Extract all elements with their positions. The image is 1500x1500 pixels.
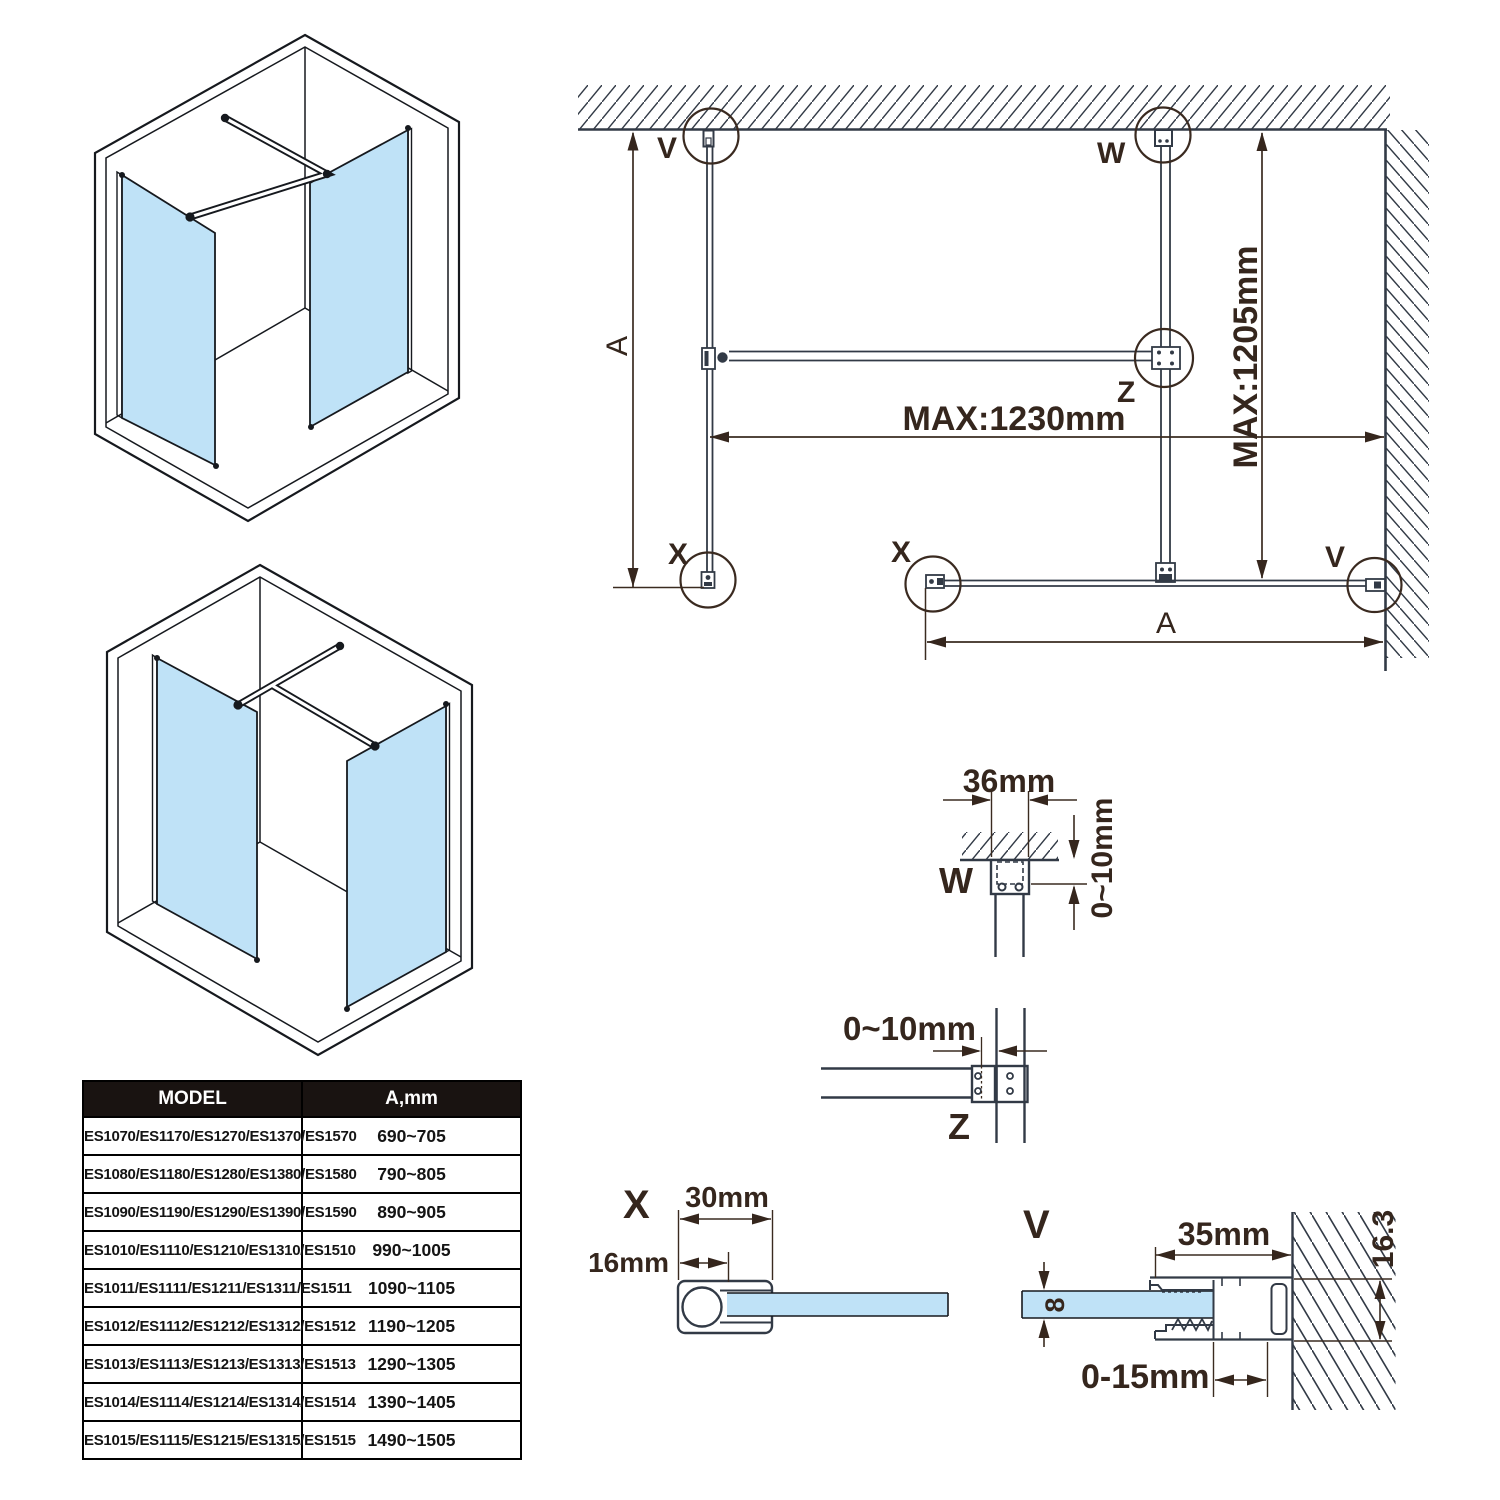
detail-w-dim-width: 36mm <box>962 763 1056 799</box>
detail-x <box>588 1182 948 1333</box>
a-mm-cell: 790~805 <box>302 1155 521 1193</box>
table-row <box>83 1193 521 1231</box>
isometric-view-top <box>95 35 459 521</box>
a-mm-cell: 1490~1505 <box>302 1421 521 1459</box>
model-cell: ES1080/ES1180/ES1280/ES1380/ES1580 <box>83 1155 302 1193</box>
a-mm-cell: 1390~1405 <box>302 1383 521 1421</box>
detail-x-dim-offset: 16mm <box>588 1247 669 1278</box>
detail-v-dim-wall-gap: 0-15mm <box>1081 1358 1210 1396</box>
table-row <box>83 1307 521 1345</box>
plan-view <box>578 85 1429 671</box>
detail-v-label: V <box>1023 1203 1050 1247</box>
table-row <box>83 1117 521 1155</box>
model-cell: ES1090/ES1190/ES1290/ES1390/ES1590 <box>83 1193 302 1231</box>
table-row <box>83 1155 521 1193</box>
detail-z-dim-gap: 0~10mm <box>843 1010 977 1047</box>
table-row <box>83 1421 521 1459</box>
detail-v-dim-height: 16.3 <box>1367 1209 1400 1269</box>
header-model: MODEL <box>83 1081 302 1117</box>
table-row <box>83 1383 521 1421</box>
detail-z-label: Z <box>948 1106 970 1147</box>
plan-dim-max-height: MAX:1205mm <box>1227 245 1265 469</box>
plan-label-w: W <box>1097 137 1126 170</box>
detail-v-dim-width: 35mm <box>1177 1216 1271 1252</box>
plan-label-x-right: X <box>891 536 912 569</box>
plan-dim-a-bottom: A <box>1155 607 1177 640</box>
detail-v-dim-glass: 8 <box>1040 1297 1070 1313</box>
a-mm-cell: 690~705 <box>302 1117 521 1155</box>
glass-panel-right <box>347 704 450 1008</box>
detail-v <box>1022 1203 1400 1410</box>
plan-label-z: Z <box>1117 376 1136 409</box>
a-mm-cell: 1290~1305 <box>302 1345 521 1383</box>
detail-w-dim-gap: 0~10mm <box>1086 797 1119 919</box>
model-cell: ES1011/ES1111/ES1211/ES1311/ES1511 <box>83 1269 302 1307</box>
model-cell: ES1013/ES1113/ES1213/ES1313/ES1513 <box>83 1345 302 1383</box>
detail-x-label: X <box>623 1183 650 1227</box>
model-cell: ES1015/ES1115/ES1215/ES1315/ES1515 <box>83 1421 302 1459</box>
plan-label-x-left: X <box>668 538 689 571</box>
table-row <box>83 1231 521 1269</box>
plan-label-v-right: V <box>1325 541 1346 574</box>
isometric-view-bottom <box>107 565 472 1055</box>
detail-w-label: W <box>939 860 973 901</box>
model-cell: ES1012/ES1112/ES1212/ES1312/ES1512 <box>83 1307 302 1345</box>
header-a-mm: A,mm <box>302 1081 521 1117</box>
table-header-row <box>83 1081 521 1117</box>
a-mm-cell: 1090~1105 <box>302 1269 521 1307</box>
detail-w <box>939 763 1119 957</box>
plan-dim-a-left: A <box>601 335 634 357</box>
a-mm-cell: 1190~1205 <box>302 1307 521 1345</box>
plan-dim-max-width: MAX:1230mm <box>902 400 1126 438</box>
model-table <box>82 1080 522 1460</box>
model-cell: ES1070/ES1170/ES1270/ES1370/ES1570 <box>83 1117 302 1155</box>
table-row <box>83 1345 521 1383</box>
table-row <box>83 1269 521 1307</box>
model-cell: ES1010/ES1110/ES1210/ES1310/ES1510 <box>83 1231 302 1269</box>
support-bar-plan <box>702 348 1152 369</box>
a-mm-cell: 990~1005 <box>302 1231 521 1269</box>
glass-panel-plan-bottom <box>702 572 1386 591</box>
ceiling-post-plan <box>1152 130 1180 582</box>
detail-z <box>821 1008 1047 1147</box>
a-mm-cell: 890~905 <box>302 1193 521 1231</box>
plan-label-v-top: V <box>657 132 678 165</box>
detail-x-dim-width: 30mm <box>685 1182 769 1214</box>
model-cell: ES1014/ES1114/ES1214/ES1314/ES1514 <box>83 1383 302 1421</box>
